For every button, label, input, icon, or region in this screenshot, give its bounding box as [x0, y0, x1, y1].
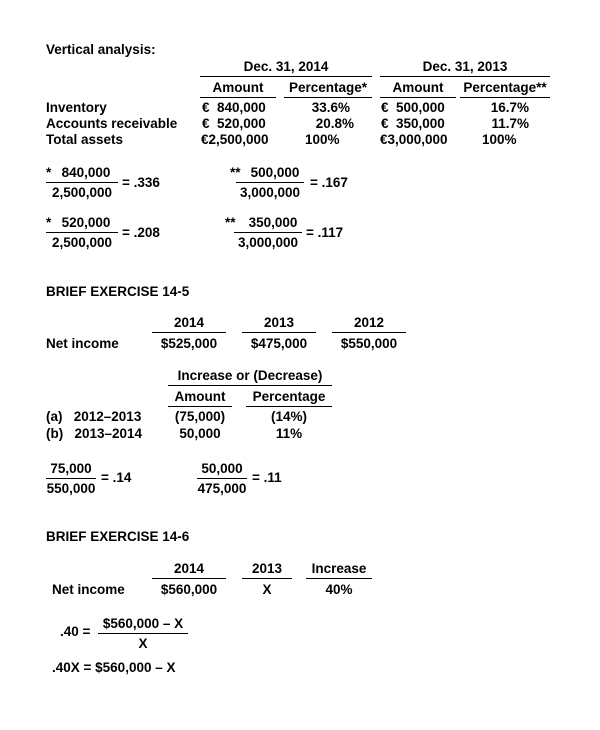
fraction-bar — [234, 232, 302, 233]
col-header: 2014 — [173, 561, 205, 576]
col-header: 2013 — [251, 561, 283, 576]
year-header: 2012 — [353, 315, 385, 330]
numerator: 840,000 — [61, 165, 111, 180]
year-rule — [242, 332, 316, 333]
rule-amount — [168, 406, 232, 407]
footnote-mark: * — [46, 165, 52, 180]
equation-line: .40X = $560,000 – X — [52, 660, 176, 675]
percentage: (14%) — [270, 409, 307, 424]
row-label: Accounts receivable — [46, 116, 178, 131]
value: $550,000 — [340, 336, 398, 351]
col-amount-2013: Amount — [392, 80, 444, 95]
result: = .167 — [310, 175, 348, 190]
fraction-bar — [46, 182, 118, 183]
numerator: 350,000 — [248, 215, 298, 230]
result: = .336 — [122, 175, 160, 190]
denominator: 3,000,000 — [237, 235, 299, 250]
row-label: Inventory — [46, 100, 107, 115]
rule-percentage-2014 — [284, 97, 372, 98]
row-label: Total assets — [46, 132, 124, 147]
year-header: 2014 — [173, 315, 205, 330]
denominator: 2,500,000 — [51, 185, 113, 200]
col-amount: Amount — [174, 389, 226, 404]
denominator: 475,000 — [197, 481, 247, 496]
amount: 50,000 — [179, 426, 221, 441]
col-rule — [242, 578, 292, 579]
year-rule — [152, 332, 226, 333]
percentage: 11% — [275, 426, 303, 441]
denominator: X — [138, 636, 148, 651]
col-rule — [152, 578, 226, 579]
equation-lhs: .40 = — [60, 624, 91, 639]
col-header: Increase — [311, 561, 367, 576]
result: = .11 — [252, 470, 282, 485]
value: $560,000 — [160, 582, 218, 597]
col-rule — [306, 578, 372, 579]
rule-amount-2013 — [380, 97, 456, 98]
rule-percentage — [246, 406, 332, 407]
amount-2013: € 350,000 — [381, 116, 445, 131]
year-rule — [332, 332, 406, 333]
result: = .117 — [306, 225, 344, 240]
fraction-bar — [98, 633, 188, 634]
percentage-2013: 100% — [482, 132, 517, 147]
percentage-2014: 20.8% — [315, 116, 354, 131]
footnote-mark: ** — [225, 215, 236, 230]
numerator: 50,000 — [201, 461, 243, 476]
row-label: Net income — [52, 582, 125, 597]
numerator: 500,000 — [250, 165, 300, 180]
numerator: $560,000 – X — [102, 616, 184, 631]
section-title-14-6: BRIEF EXERCISE 14-6 — [46, 529, 190, 544]
amount-2013: € 500,000 — [381, 100, 445, 115]
denominator: 550,000 — [46, 481, 96, 496]
percentage-2014: 33.6% — [311, 100, 350, 115]
amount-2014: € 520,000 — [202, 116, 266, 131]
year-header: 2013 — [263, 315, 295, 330]
footnote-mark: * — [46, 215, 52, 230]
col-percentage-2014: Percentage* — [288, 80, 368, 95]
footnote-mark: ** — [230, 165, 241, 180]
denominator: 2,500,000 — [51, 235, 113, 250]
value: $525,000 — [160, 336, 218, 351]
numerator: 520,000 — [61, 215, 111, 230]
amount-2014: €2,500,000 — [201, 132, 269, 147]
denominator: 3,000,000 — [239, 185, 301, 200]
header-dec-2013: Dec. 31, 2013 — [422, 59, 508, 74]
col-amount-2014: Amount — [212, 80, 264, 95]
result: = .14 — [101, 470, 132, 485]
header-dec-2014: Dec. 31, 2014 — [243, 59, 329, 74]
header-rule-2014 — [200, 76, 372, 77]
row-label: (b) 2013–2014 — [46, 426, 143, 441]
rule-percentage-2013 — [460, 97, 550, 98]
row-label: (a) 2012–2013 — [46, 409, 142, 424]
percentage-2013: 16.7% — [490, 100, 529, 115]
amount-2014: € 840,000 — [202, 100, 266, 115]
amount: (75,000) — [174, 409, 226, 424]
col-percentage-2013: Percentage** — [463, 80, 547, 95]
percentage-2014: 100% — [305, 132, 340, 147]
rule-amount-2014 — [200, 97, 276, 98]
numerator: 75,000 — [50, 461, 92, 476]
fraction-bar — [46, 478, 96, 479]
value: $475,000 — [250, 336, 308, 351]
col-percentage: Percentage — [252, 389, 326, 404]
section-title-vertical-analysis: Vertical analysis: — [46, 42, 156, 57]
value: X — [262, 582, 272, 597]
row-label: Net income — [46, 336, 119, 351]
percentage-2013: 11.7% — [491, 116, 529, 131]
amount-2013: €3,000,000 — [380, 132, 448, 147]
result: = .208 — [122, 225, 160, 240]
fraction-bar — [46, 232, 118, 233]
header-rule-2013 — [380, 76, 550, 77]
change-rule — [168, 385, 332, 386]
value: 40% — [325, 582, 353, 597]
change-header: Increase or (Decrease) — [177, 368, 323, 383]
fraction-bar — [197, 478, 247, 479]
section-title-14-5: BRIEF EXERCISE 14-5 — [46, 284, 190, 299]
fraction-bar — [236, 182, 304, 183]
